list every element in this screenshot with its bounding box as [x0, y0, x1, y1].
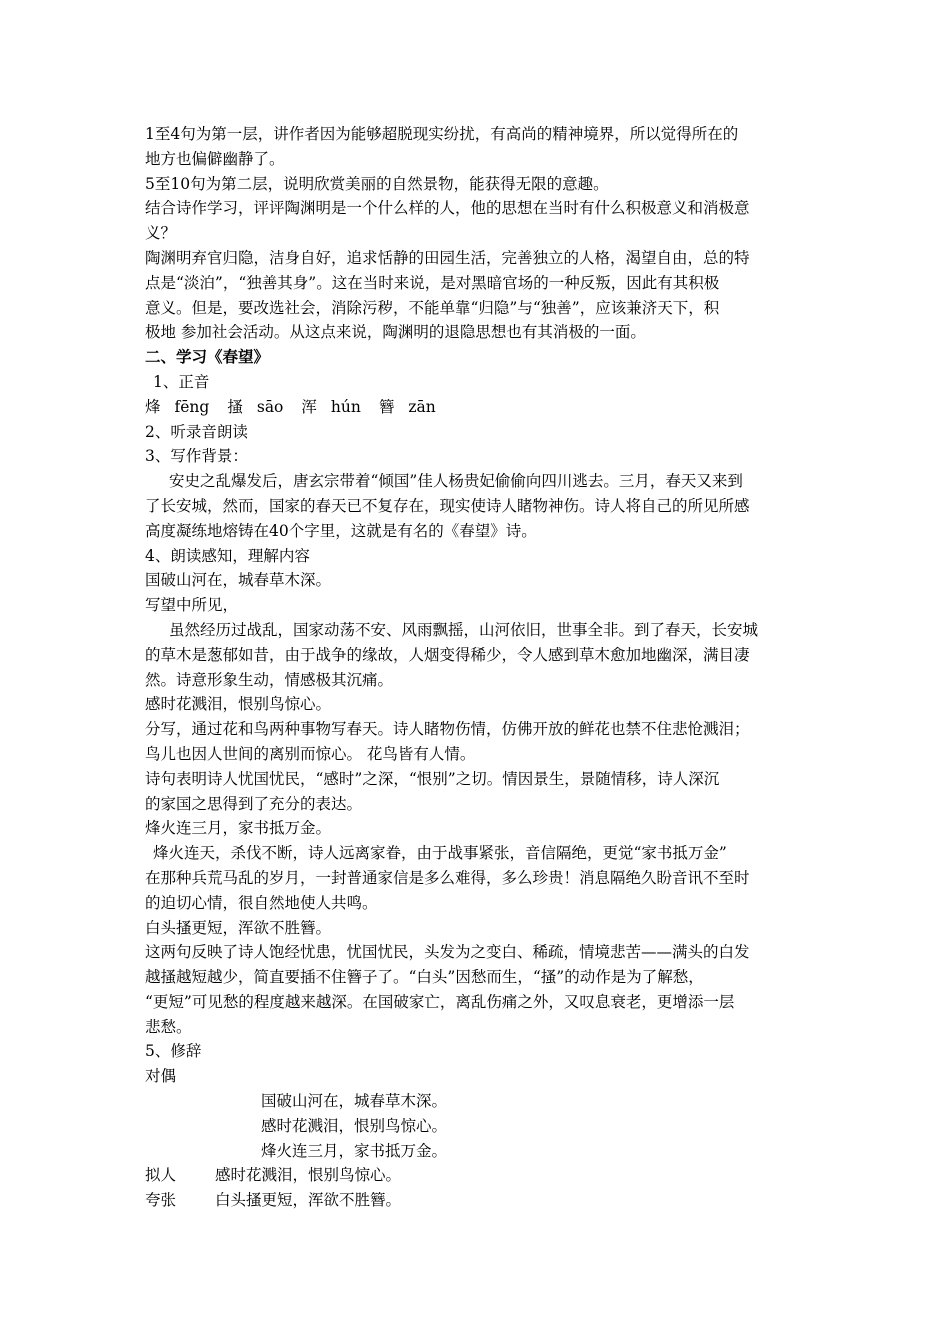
- text-line: 安史之乱爆发后，唐玄宗带着“倾国”佳人杨贵妃偷偷向四川逃去。三月，春天又来到: [169, 472, 743, 491]
- text-line: 越搔越短越少，简直要插不住簪子了。“白头”因愁而生，“搔”的动作是为了解愁，: [145, 968, 704, 987]
- poem-line: 感时花溅泪，恨别鸟惊心。: [261, 1116, 448, 1135]
- rhetoric-term: 对偶: [145, 1067, 177, 1086]
- pinyin-reading: fēng: [174, 397, 210, 416]
- text-line: 烽火连天，杀伐不断，诗人远离家眷，由于战事紧张，音信隔绝，更觉“家书抵万金”: [153, 844, 727, 863]
- subsection-heading: 5、修辞: [145, 1042, 202, 1061]
- subsection-heading: 3、写作背景：: [145, 447, 248, 466]
- poem-line: 烽火连三月，家书抵万金。: [145, 819, 332, 838]
- pinyin-char: 烽: [145, 397, 161, 416]
- poem-line: 白头搔更短，浑欲不胜簪。: [145, 918, 332, 937]
- pinyin-reading: sāo: [256, 397, 284, 416]
- text-line: 然。诗意形象生动，情感极其沉痛。: [145, 670, 394, 689]
- text-line: 鸟儿也因人世间的离别而惊心。 花鸟皆有人情。: [145, 744, 476, 763]
- pinyin-char: 搔: [227, 397, 243, 416]
- text-line: 高度凝练地熔铸在40个字里，这就是有名的《春望》诗。: [145, 521, 537, 540]
- text-line: 1至4句为第一层，讲作者因为能够超脱现实纷扰，有高尚的精神境界，所以觉得所在的: [145, 125, 739, 143]
- pinyin-reading: zān: [408, 397, 436, 416]
- pinyin-char: 浑: [301, 397, 317, 416]
- poem-line: 感时花溅泪，恨别鸟惊心。: [145, 695, 332, 714]
- text-line: 极地 参加社会活动。从这点来说，陶渊明的退隐思想也有其消极的一面。: [145, 323, 646, 342]
- poem-line: 国破山河在，城春草木深。: [261, 1092, 448, 1111]
- text-line: 分写，通过花和鸟两种事物写春天。诗人睹物伤情，仿佛开放的鲜花也禁不住悲怆溅泪；: [145, 720, 750, 739]
- text-line: 在那种兵荒马乱的岁月，一封普通家信是多么难得，多么珍贵！消息隔绝久盼音讯不至时: [145, 868, 750, 887]
- text-line: 义？: [145, 224, 177, 243]
- text-line: “更短”可见愁的程度越来越深。在国破家亡，离乱伤痛之外，又叹息衰老，更增添一层: [145, 992, 735, 1011]
- pinyin-row: [145, 395, 807, 420]
- text-line: 了长安城，然而，国家的春天已不复存在，现实使诗人睹物神伤。诗人将自己的所见所感: [145, 496, 750, 515]
- poem-line: 感时花溅泪，恨别鸟惊心。: [215, 1166, 402, 1185]
- subsection-heading: 2、听录音朗读: [145, 422, 248, 441]
- poem-line: 烽火连三月，家书抵万金。: [261, 1141, 448, 1160]
- text-line: 5至10句为第二层，说明欣赏美丽的自然景物，能获得无限的意趣。: [145, 174, 609, 193]
- text-line: 陶渊明弃官归隐，洁身自好，追求恬静的田园生活，完善独立的人格，渴望自由，总的特: [145, 248, 750, 267]
- rhetoric-row: [145, 1188, 807, 1213]
- text-line: 的迫切心情，很自然地使人共鸣。: [145, 893, 378, 912]
- text-line: 虽然经历过战乱，国家动荡不安、风雨飘摇，山河依旧，世事全非。到了春天，长安城: [169, 620, 759, 639]
- document-page: [145, 122, 807, 1213]
- text-line: 这两句反映了诗人饱经忧患，忧国忧民，头发为之变白、稀疏，情境悲苦——满头的白发: [145, 943, 750, 962]
- text-line: 的草木是葱郁如昔，由于战争的缘故，人烟变得稀少，令人感到草木愈加地幽深，满目凄: [145, 645, 750, 664]
- text-line: 诗句表明诗人忧国忧民，“感时”之深，“恨别”之切。情因景生，景随情移，诗人深沉: [145, 769, 720, 788]
- pinyin-char: 簪: [378, 397, 395, 416]
- text-line: 地方也偏僻幽静了。: [145, 149, 285, 168]
- rhetoric-term: 拟人: [145, 1166, 177, 1185]
- text-line: 点是“淡泊”，“独善其身”。这在当时来说，是对黑暗官场的一种反叛，因此有其积极: [145, 273, 720, 292]
- poem-line: 国破山河在，城春草木深。: [145, 571, 332, 590]
- rhetoric-term: 夸张: [145, 1191, 177, 1210]
- text-line: 写望中所见，: [145, 596, 239, 615]
- rhetoric-row: [145, 1163, 807, 1188]
- text-line: 悲愁。: [145, 1017, 192, 1036]
- text-line: 结合诗作学习，评评陶渊明是一个什么样的人，他的思想在当时有什么积极意义和消极意: [145, 199, 750, 218]
- subsection-heading: 4、朗读感知，理解内容: [145, 546, 310, 565]
- text-line: 意义。但是，要改选社会，消除污秽，不能单靠“归隐”与“独善”，应该兼济天下，积: [145, 298, 720, 317]
- pinyin-reading: hún: [330, 397, 361, 416]
- poem-line: 白头搔更短，浑欲不胜簪。: [215, 1191, 402, 1210]
- section-heading: 二、学习《春望》: [145, 347, 270, 367]
- subsection-heading: 1、正音: [153, 372, 210, 391]
- text-line: 的家国之思得到了充分的表达。: [145, 794, 363, 813]
